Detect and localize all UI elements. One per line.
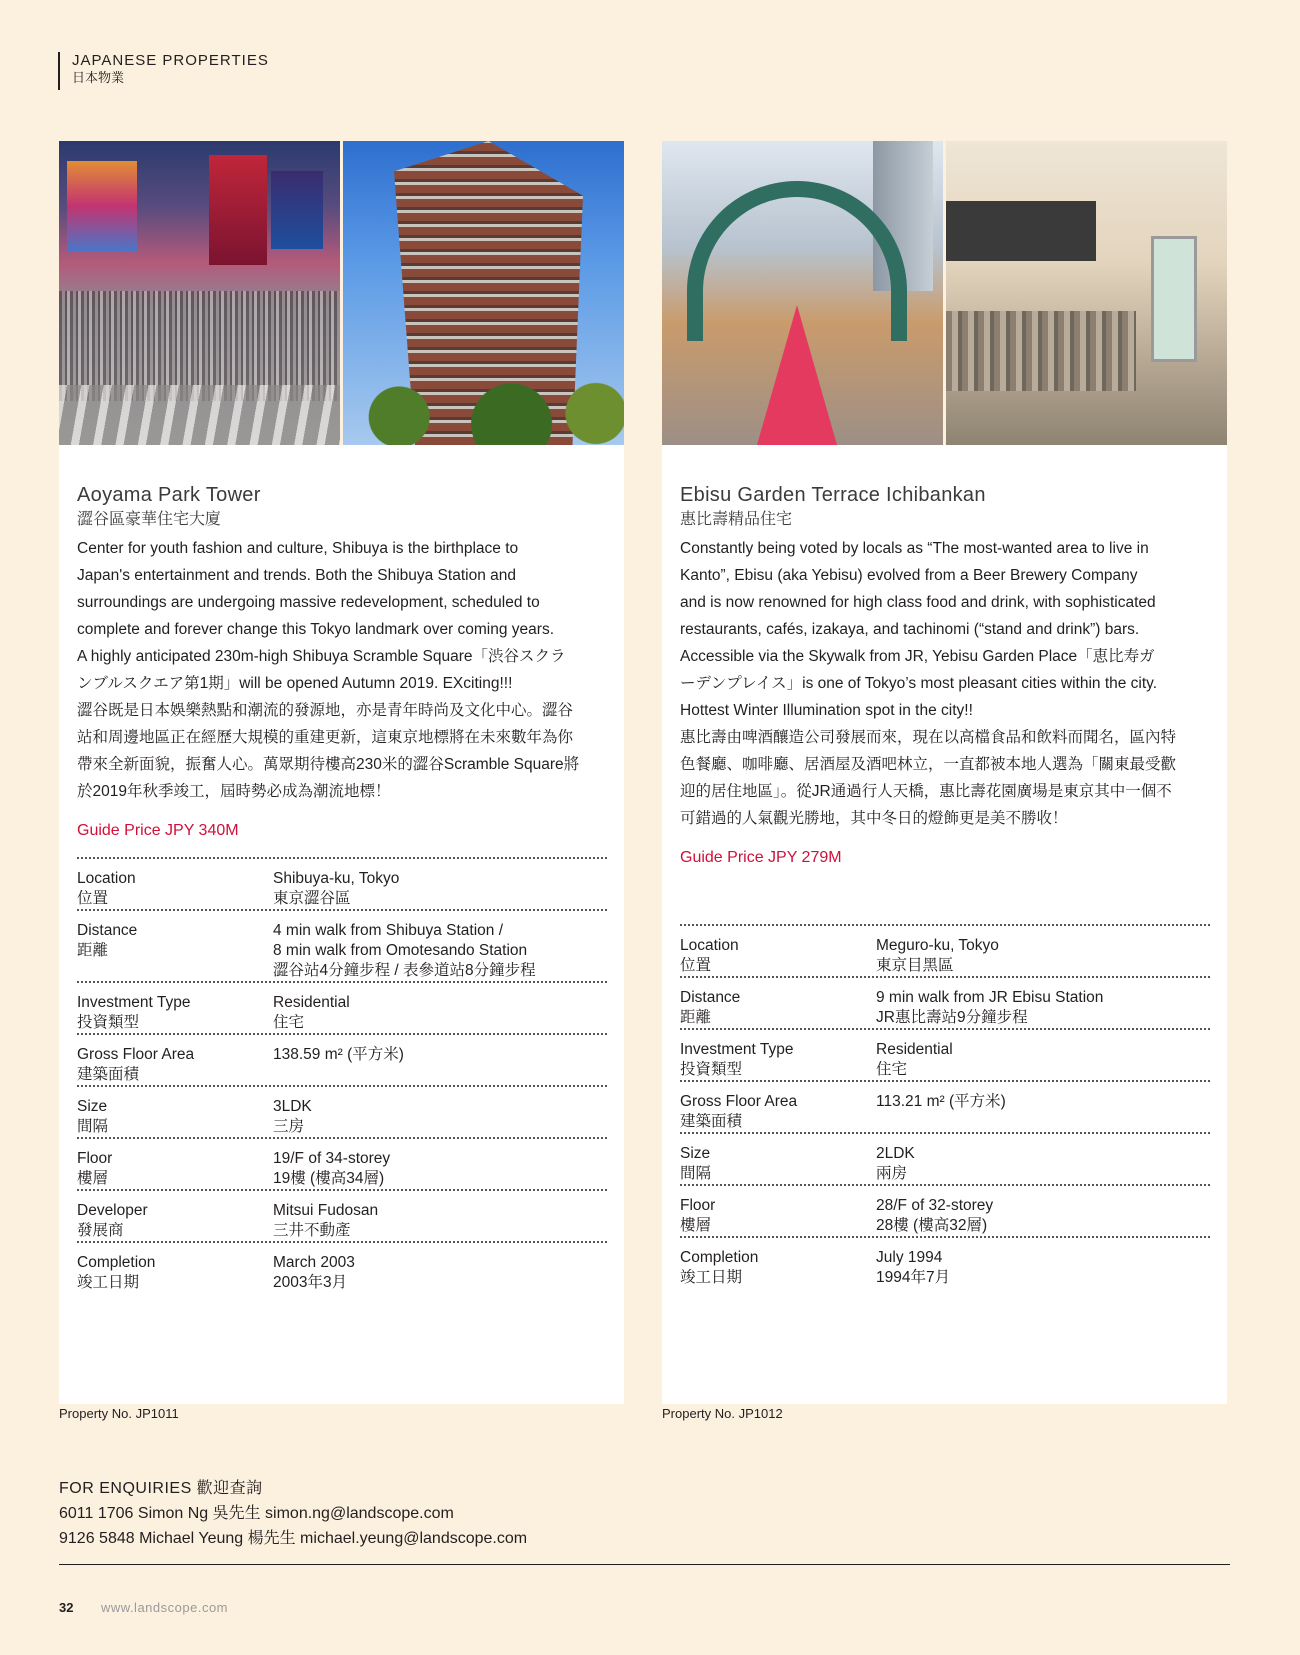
property-photos: [662, 141, 1227, 445]
spec-value: 3LDK: [273, 1098, 312, 1115]
spec-table: [680, 924, 1210, 1288]
property-description: Constantly being voted by locals as “The most-wanted area to live in Kanto”, Ebisu (aka Yebisu) evolved from a Beer Brewery Company and is now renowned for high class food and drink, with sophisticated restaurants, cafés, izakaya, and tachinomi (“stand and drink”) bars. Accessible via the Skywalk from JR, Yebisu Garden Place「恵比寿ガ ーデンプレイス」is one of Tokyo’s most pleasant cities within the city. Hottest Winter Illumination spot in the city!!: [680, 540, 1158, 719]
section-title-zh: 日本物業: [72, 70, 125, 85]
shibuya-crossing-photo: [59, 141, 340, 445]
section-header: [58, 52, 269, 90]
enquiry-contact-simon[interactable]: 6011 1706 Simon Ng 吳先生 simon.ng@landscope.com: [59, 1505, 454, 1522]
spec-value: 113.21 m² (平方米): [876, 1093, 1006, 1110]
spec-row-floor: [77, 1137, 607, 1189]
spec-value-zh: 東京澀谷區: [273, 890, 351, 907]
spec-value-zh: 19樓 (樓高34層): [273, 1170, 385, 1187]
spec-value-zh: JR惠比壽站9分鐘步程: [876, 1009, 1028, 1026]
property-card-jp1012: [662, 141, 1227, 1404]
spec-label-zh: 建築面積: [680, 1113, 743, 1130]
spec-row-floor: [680, 1184, 1210, 1236]
property-photos: [59, 141, 624, 445]
enquiry-contact-michael[interactable]: 9126 5848 Michael Yeung 楊先生 michael.yeung@landscope.com: [59, 1530, 528, 1547]
spec-label: Distance: [77, 922, 138, 939]
spec-value-zh: 兩房: [876, 1165, 908, 1182]
spec-value-zh: 澀谷站4分鐘步程 / 表參道站8分鐘步程: [273, 962, 536, 979]
spec-table: [77, 857, 607, 1293]
spec-label: Size: [77, 1098, 108, 1115]
tower-building-photo: [343, 141, 624, 445]
spec-value: Shibuya-ku, Tokyo: [273, 870, 400, 887]
spec-label: Location: [680, 937, 739, 954]
kitchen-interior-photo: [946, 141, 1227, 445]
spec-row-investment-type: [680, 1028, 1210, 1080]
property-title-zh: 澀谷區豪華住宅大廈: [77, 511, 222, 528]
spec-row-distance: [77, 909, 607, 981]
spec-value: July 1994: [876, 1249, 943, 1266]
spec-value-zh: 28樓 (樓高32層): [876, 1217, 988, 1234]
property-card-jp1011: [59, 141, 624, 1404]
spec-value-zh: 1994年7月: [876, 1269, 951, 1286]
spec-label-zh: 樓層: [680, 1217, 712, 1234]
spec-label-zh: 間隔: [77, 1118, 109, 1135]
property-description: Center for youth fashion and culture, Shibuya is the birthplace to Japan's entertainment and trends. Both the Shibuya Station and surroundings are undergoing massive redevelopment, scheduled to complete and forever change this Tokyo landmark over coming years. A highly anticipated 230m-high Shibuya Scramble Square「渋谷スクラ ンブルスクエア第1期」will be opened Autumn 2019. EXciting!!!: [77, 540, 566, 692]
property-description-zh: 惠比壽由啤酒釀造公司發展而來，現在以高檔食品和飲料而聞名，區內特 色餐廳、咖啡廳、居酒屋及酒吧林立，一直都被本地人選為「關東最受歡 迎的居住地區」。從JR通過行人天橋，惠比壽花園廣場是東京其中一個不 可錯過的人氣觀光勝地，其中冬日的燈飾更是美不勝收！: [680, 729, 1177, 827]
spec-value: 2LDK: [876, 1145, 915, 1162]
spec-value-zh: 住宅: [876, 1061, 908, 1078]
spec-label: Floor: [680, 1197, 716, 1214]
spec-value-zh: 住宅: [273, 1014, 305, 1031]
spec-row-completion: [77, 1241, 607, 1293]
spec-label-zh: 竣工日期: [680, 1269, 743, 1286]
spec-row-distance: [680, 976, 1210, 1028]
spec-label: Distance: [680, 989, 741, 1006]
guide-price: Guide Price JPY 279M: [680, 849, 842, 866]
spec-label: Location: [77, 870, 136, 887]
spec-value: Residential: [273, 994, 350, 1011]
property-title-zh: 惠比壽精品住宅: [680, 511, 793, 528]
spec-label-zh: 竣工日期: [77, 1274, 140, 1291]
enquiries: [59, 1476, 527, 1551]
property-title: Aoyama Park Tower: [77, 484, 261, 506]
spec-value-zh: 東京目黑區: [876, 957, 954, 974]
spec-row-completion: [680, 1236, 1210, 1288]
spec-label: Gross Floor Area: [680, 1093, 798, 1110]
spec-label: Completion: [77, 1254, 156, 1271]
property-description-zh: 澀谷既是日本娛樂熱點和潮流的發源地，亦是青年時尚及文化中心。澀谷 站和周邊地區正在經歷大規模的重建更新，這東京地標將在未來數年為你 帶來全新面貌，振奮人心。萬眾期待樓高230米的澀谷Scramble Square將 於2019年秋季竣工，屆時勢必成為潮流地標！: [77, 702, 580, 800]
spec-label-zh: 位置: [77, 890, 109, 907]
spec-value-2: 8 min walk from Omotesando Station: [273, 942, 528, 959]
property-number: Property No. JP1011: [59, 1406, 179, 1421]
spec-row-size: [77, 1085, 607, 1137]
spec-value-zh: 三房: [273, 1118, 305, 1135]
spec-row-gross-floor-area: [77, 1033, 607, 1085]
spec-label: Investment Type: [77, 994, 191, 1011]
spec-label: Completion: [680, 1249, 759, 1266]
spec-label-zh: 投資類型: [77, 1014, 140, 1031]
website-link[interactable]: www.landscope.com: [101, 1600, 228, 1615]
spec-label: Investment Type: [680, 1041, 794, 1058]
garden-place-photo: [662, 141, 943, 445]
spec-label: Gross Floor Area: [77, 1046, 195, 1063]
spec-value: Residential: [876, 1041, 953, 1058]
spec-value: 9 min walk from JR Ebisu Station: [876, 989, 1104, 1006]
spec-value: 19/F of 34-storey: [273, 1150, 391, 1167]
spec-label-zh: 建築面積: [77, 1066, 140, 1083]
spec-label-zh: 距離: [77, 942, 109, 959]
spec-value: 138.59 m² (平方米): [273, 1046, 404, 1063]
spec-row-developer: [77, 1189, 607, 1241]
spec-value: Mitsui Fudosan: [273, 1202, 379, 1219]
footer-divider: [59, 1564, 1230, 1565]
spec-value: March 2003: [273, 1254, 355, 1271]
spec-row-location: [680, 924, 1210, 976]
page-number: 32: [59, 1600, 74, 1615]
spec-row-gross-floor-area: [680, 1080, 1210, 1132]
spec-value-zh: 三井不動產: [273, 1222, 351, 1239]
spec-row-location: [77, 857, 607, 909]
spec-label-zh: 投資類型: [680, 1061, 743, 1078]
spec-label: Size: [680, 1145, 711, 1162]
spec-label-zh: 間隔: [680, 1165, 712, 1182]
spec-value: 28/F of 32-storey: [876, 1197, 994, 1214]
spec-label-zh: 位置: [680, 957, 712, 974]
property-number: Property No. JP1012: [662, 1406, 783, 1421]
spec-row-size: [680, 1132, 1210, 1184]
spec-label-zh: 樓層: [77, 1170, 109, 1187]
spec-value: 4 min walk from Shibuya Station /: [273, 922, 504, 939]
spec-row-investment-type: [77, 981, 607, 1033]
spec-value: Meguro-ku, Tokyo: [876, 937, 999, 954]
spec-label-zh: 距離: [680, 1009, 712, 1026]
spec-label: Floor: [77, 1150, 113, 1167]
enquiries-heading: FOR ENQUIRIES 歡迎查詢: [59, 1480, 263, 1497]
property-title: Ebisu Garden Terrace Ichibankan: [680, 484, 986, 506]
guide-price: Guide Price JPY 340M: [77, 822, 239, 839]
spec-label-zh: 發展商: [77, 1222, 124, 1239]
spec-label: Developer: [77, 1202, 148, 1219]
spec-value-zh: 2003年3月: [273, 1274, 348, 1291]
section-title-en: JAPANESE PROPERTIES: [72, 52, 269, 69]
